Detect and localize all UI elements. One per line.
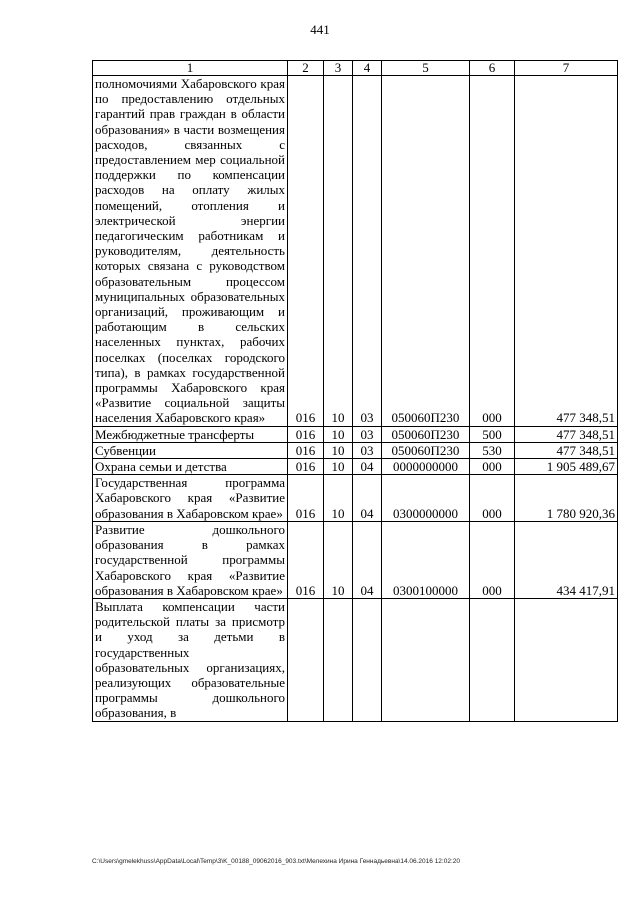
cell-code: 016 <box>288 521 324 598</box>
page-number: 441 <box>310 22 330 37</box>
cell-subsection: 03 <box>353 426 382 442</box>
column-header: 5 <box>382 61 470 76</box>
column-header: 3 <box>324 61 353 76</box>
cell-section: 10 <box>324 475 353 522</box>
cell-amount: 477 348,51 <box>515 442 618 458</box>
table-row <box>93 598 618 721</box>
cell-target-article: 050060П230 <box>382 76 470 427</box>
cell-target-article <box>382 598 470 721</box>
column-header: 2 <box>288 61 324 76</box>
cell-code: 016 <box>288 459 324 475</box>
column-header: 1 <box>93 61 288 76</box>
cell-section <box>324 598 353 721</box>
table-row <box>93 521 618 598</box>
cell-subsection: 03 <box>353 442 382 458</box>
cell-amount: 477 348,51 <box>515 76 618 427</box>
cell-target-article: 050060П230 <box>382 426 470 442</box>
cell-code <box>288 598 324 721</box>
row-description: Охрана семьи и детства <box>93 459 288 475</box>
cell-code: 016 <box>288 442 324 458</box>
row-description: Государственная программа Хабаровского края «Развитие образования в Хабаровском крае» <box>93 475 288 522</box>
cell-subsection: 04 <box>353 459 382 475</box>
cell-expense-type: 000 <box>470 459 515 475</box>
cell-amount: 1 905 489,67 <box>515 459 618 475</box>
cell-target-article: 0300000000 <box>382 475 470 522</box>
cell-code: 016 <box>288 426 324 442</box>
cell-section: 10 <box>324 76 353 427</box>
cell-section: 10 <box>324 459 353 475</box>
cell-subsection: 04 <box>353 521 382 598</box>
cell-expense-type: 500 <box>470 426 515 442</box>
cell-code: 016 <box>288 76 324 427</box>
cell-amount: 434 417,91 <box>515 521 618 598</box>
column-header: 4 <box>353 61 382 76</box>
table-row <box>93 459 618 475</box>
budget-table <box>92 60 618 722</box>
cell-target-article: 0000000000 <box>382 459 470 475</box>
file-path-footer: C:\Users\gmelekhuss\AppData\Local\Temp\3\K_00188_09062016_903.txt\Мелехина Ирина Геннадьевна\14.06.2016 12:02:20 <box>92 858 460 865</box>
cell-expense-type: 000 <box>470 521 515 598</box>
cell-amount: 1 780 920,36 <box>515 475 618 522</box>
row-description: Выплата компенсации части родительской платы за присмотр и уход за детьми в государственных образовательных организациях, реализующих образовательные программы дошкольного образования, в <box>93 598 288 721</box>
cell-target-article: 050060П230 <box>382 442 470 458</box>
cell-section: 10 <box>324 521 353 598</box>
column-header: 7 <box>515 61 618 76</box>
cell-expense-type: 000 <box>470 475 515 522</box>
table-header-row <box>93 61 618 76</box>
cell-expense-type: 000 <box>470 76 515 427</box>
row-description: полномочиями Хабаровского края по предоставлению отдельных гарантий прав граждан в области образования» в части возмещения расходов, связанных с предоставлением мер социальной поддержки по компенсации расходов на оплату жилых помещений, отопления и электрической энергии педагогическим работникам и руководителям, деятельность которых связана с руководством образовательным процессом муниципальных образовательных организаций, проживающим и работающим в сельских населенных пунктах, рабочих поселках (поселках городского типа), в рамках государственной программы Хабаровского края «Развитие социальной защиты населения Хабаровского края» <box>93 76 288 427</box>
table-row <box>93 426 618 442</box>
row-description: Межбюджетные трансферты <box>93 426 288 442</box>
cell-amount: 477 348,51 <box>515 426 618 442</box>
cell-code: 016 <box>288 475 324 522</box>
column-header: 6 <box>470 61 515 76</box>
cell-expense-type <box>470 598 515 721</box>
table-row <box>93 76 618 427</box>
cell-subsection: 04 <box>353 475 382 522</box>
table-row <box>93 475 618 522</box>
cell-target-article: 0300100000 <box>382 521 470 598</box>
cell-section: 10 <box>324 442 353 458</box>
cell-subsection: 03 <box>353 76 382 427</box>
cell-expense-type: 530 <box>470 442 515 458</box>
table-row <box>93 442 618 458</box>
cell-amount <box>515 598 618 721</box>
cell-subsection <box>353 598 382 721</box>
cell-section: 10 <box>324 426 353 442</box>
row-description: Субвенции <box>93 442 288 458</box>
row-description: Развитие дошкольного образования в рамках государственной программы Хабаровского края «Развитие образования в Хабаровском крае» <box>93 521 288 598</box>
